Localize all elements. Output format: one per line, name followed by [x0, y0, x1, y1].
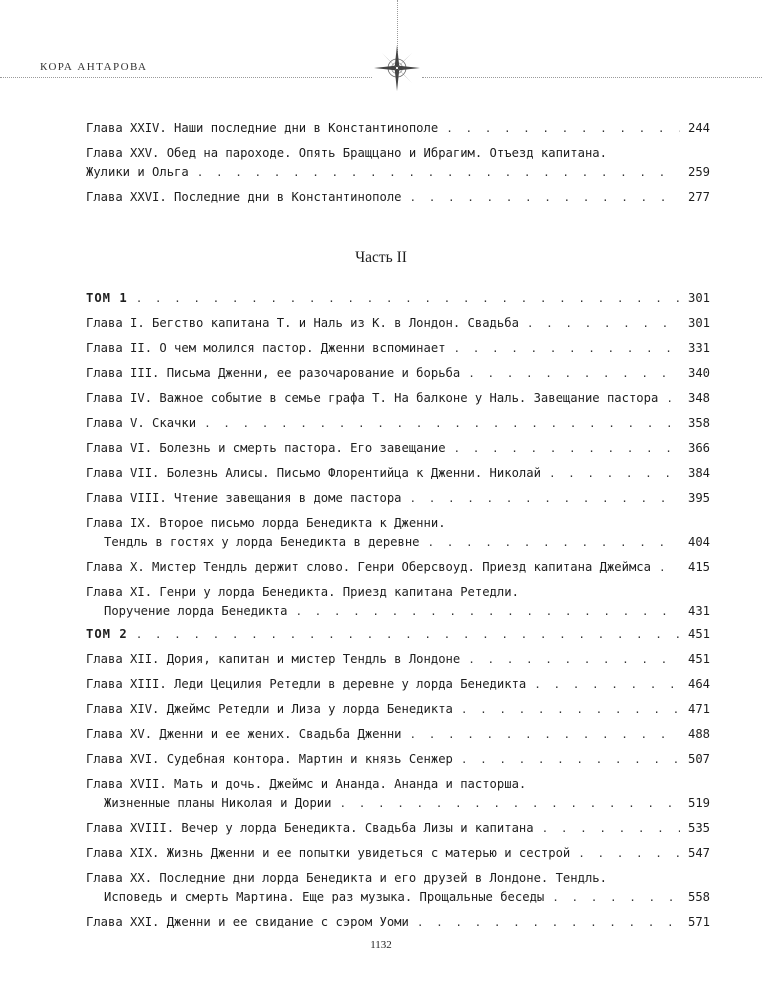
- toc-entry-title: Глава I. Бегство капитана Т. и Наль из К. в Лондон. Свадьба: [86, 316, 519, 330]
- leader-dots: [136, 289, 680, 308]
- toc-entry-page: 415: [687, 560, 710, 574]
- leader-dots: [461, 700, 680, 719]
- header-author: КОРА АНТАРОВА: [40, 61, 148, 73]
- toc-entry-title: Глава XXVI. Последние дни в Константинополе: [86, 190, 402, 204]
- toc-entry-title: Глава XV. Дженни и ее жених. Свадьба Дженни: [86, 727, 402, 741]
- leader-dots: [428, 533, 680, 552]
- toc-volume-2: [86, 625, 710, 932]
- toc-entry-title: Глава V. Скачки: [86, 416, 197, 430]
- toc-entry-page: 471: [687, 702, 710, 716]
- toc-entry[interactable]: [86, 913, 710, 932]
- header-rule-right: [422, 77, 762, 78]
- toc-entry-title: Глава XIX. Жизнь Дженни и ее попытки увидеться с матерью и сестрой: [86, 846, 571, 860]
- toc-entry-title: Поручение лорда Бенедикта: [104, 604, 288, 618]
- leader-dots: [454, 439, 680, 458]
- toc-entry[interactable]: [86, 558, 710, 577]
- toc-entry-title-line1: Глава IX. Второе письмо лорда Бенедикта к Дженни.: [86, 516, 446, 530]
- toc-entry-page: 277: [687, 190, 710, 204]
- toc-entry[interactable]: [86, 514, 710, 552]
- toc-entry-title-line1: Глава XVII. Мать и дочь. Джеймс и Ананда. Ананда и пасторша.: [86, 777, 527, 791]
- toc-entry-page: 404: [687, 535, 710, 549]
- toc-entry-title: Глава IV. Важное событие в семье графа Т. На балконе у Наль. Завещание пастора: [86, 391, 659, 405]
- toc-entry[interactable]: [86, 339, 710, 358]
- toc-entry[interactable]: [86, 583, 710, 621]
- toc-entry-page: 535: [687, 821, 710, 835]
- toc-entry[interactable]: [86, 314, 710, 333]
- leader-dots: [552, 888, 680, 907]
- toc-entry-page: 331: [687, 341, 710, 355]
- toc-entry[interactable]: [86, 489, 710, 508]
- toc-entry-title: Глава VII. Болезнь Алисы. Письмо Флорентийца к Дженни. Николай: [86, 466, 541, 480]
- toc-entry[interactable]: [86, 188, 710, 207]
- toc-entry-title: Глава XXIV. Наши последние дни в Константинополе: [86, 121, 439, 135]
- toc-entry-title: Глава II. О чем молился пастор. Дженни вспоминает: [86, 341, 446, 355]
- toc-entry-title: Исповедь и смерть Мартина. Еще раз музыка. Прощальные беседы: [104, 890, 545, 904]
- leader-dots: [454, 339, 680, 358]
- toc-entry-page: 395: [687, 491, 710, 505]
- leader-dots: [527, 314, 680, 333]
- toc-entry-title: Тендль в гостях у лорда Бенедикта в деревне: [104, 535, 420, 549]
- toc-entry-title: Глава XVIII. Вечер у лорда Бенедикта. Свадьба Лизы и капитана: [86, 821, 534, 835]
- leader-dots: [410, 188, 680, 207]
- toc-entry-page: 464: [687, 677, 710, 691]
- volume-page: 451: [687, 627, 710, 641]
- leader-dots: [417, 913, 680, 932]
- toc-volume-heading[interactable]: [86, 289, 710, 308]
- part-title: Часть II: [355, 249, 407, 266]
- toc-entry-title: Глава VIII. Чтение завещания в доме пастора: [86, 491, 402, 505]
- running-header: [0, 0, 762, 100]
- toc-entry[interactable]: [86, 844, 710, 863]
- toc-entry[interactable]: [86, 119, 710, 138]
- toc-entry[interactable]: [86, 750, 710, 769]
- volume-page: 301: [687, 291, 710, 305]
- toc-entry-page: 507: [687, 752, 710, 766]
- leader-dots: [204, 414, 680, 433]
- compass-rose-icon: [373, 44, 421, 92]
- toc-entry-title: Глава XIV. Джеймс Ретедли и Лиза у лорда Бенедикта: [86, 702, 453, 716]
- leader-dots: [534, 675, 680, 694]
- leader-dots: [659, 558, 680, 577]
- toc-entry-page: 384: [687, 466, 710, 480]
- leader-dots: [578, 844, 680, 863]
- leader-dots: [542, 819, 680, 838]
- toc-entry-page: 259: [687, 165, 710, 179]
- toc-entry[interactable]: [86, 869, 710, 907]
- toc-entry-page: 358: [687, 416, 710, 430]
- toc-entry-page: 431: [687, 604, 710, 618]
- toc-entry[interactable]: [86, 389, 710, 408]
- toc-entry-page: 348: [687, 391, 710, 405]
- toc-entry-title: Глава VI. Болезнь и смерть пастора. Его завещание: [86, 441, 446, 455]
- toc-entry[interactable]: [86, 700, 710, 719]
- toc-entry[interactable]: [86, 650, 710, 669]
- toc-entry-title: Глава III. Письма Дженни, ее разочарование и борьба: [86, 366, 461, 380]
- leader-dots: [468, 364, 680, 383]
- leader-dots: [136, 625, 680, 644]
- toc-volume-heading[interactable]: [86, 625, 710, 644]
- toc-entry-title: Жизненные планы Николая и Дории: [104, 796, 332, 810]
- toc-entry-page: 301: [687, 316, 710, 330]
- toc-entry-page: 571: [687, 915, 710, 929]
- toc-entry-title: Глава XIII. Леди Цецилия Ретедли в деревне у лорда Бенедикта: [86, 677, 527, 691]
- toc-entry-page: 488: [687, 727, 710, 741]
- toc-entry[interactable]: [86, 775, 710, 813]
- toc-entry-page: 558: [687, 890, 710, 904]
- volume-label: ТОМ 1: [86, 291, 128, 305]
- toc-entry-page: 547: [687, 846, 710, 860]
- toc-volume-1: [86, 289, 710, 621]
- toc-entry[interactable]: [86, 819, 710, 838]
- toc-entry-title: Глава XII. Дория, капитан и мистер Тендль в Лондоне: [86, 652, 461, 666]
- toc-entry-page: 451: [687, 652, 710, 666]
- toc-entry-page: 519: [687, 796, 710, 810]
- leader-dots: [410, 489, 680, 508]
- header-rule-left: [0, 77, 372, 78]
- toc-entry-title-line1: Глава XI. Генри у лорда Бенедикта. Приезд капитана Ретедли.: [86, 585, 519, 599]
- leader-dots: [339, 794, 680, 813]
- toc-entry[interactable]: [86, 364, 710, 383]
- toc-entry-title: Глава XVI. Судебная контора. Мартин и князь Сенжер: [86, 752, 453, 766]
- toc-entry[interactable]: [86, 725, 710, 744]
- leader-dots: [295, 602, 680, 621]
- toc-entry-title-line1: Глава XXV. Обед на пароходе. Опять Бращцано и Ибрагим. Отъезд капитана.: [86, 146, 607, 160]
- leader-dots: [468, 650, 680, 669]
- toc-entry[interactable]: [86, 144, 710, 182]
- toc-entry-title-line1: Глава XX. Последние дни лорда Бенедикта и его друзей в Лондоне. Тендль.: [86, 871, 607, 885]
- toc-entry-title: Глава XXI. Дженни и ее свидание с сэром Уоми: [86, 915, 409, 929]
- toc-entry[interactable]: [86, 675, 710, 694]
- leader-dots: [549, 464, 680, 483]
- leader-dots: [410, 725, 680, 744]
- volume-label: ТОМ 2: [86, 627, 128, 641]
- toc-entry-page: 366: [687, 441, 710, 455]
- toc-entry-title: Жулики и Ольга: [86, 165, 189, 179]
- page-number: 1132: [370, 939, 392, 951]
- toc-entry[interactable]: [86, 464, 710, 483]
- toc-entry-title: Глава X. Мистер Тендль держит слово. Генри Оберсвоуд. Приезд капитана Джеймса: [86, 560, 651, 574]
- toc-entry[interactable]: [86, 414, 710, 433]
- toc-entry-page: 340: [687, 366, 710, 380]
- leader-dots: [197, 163, 680, 182]
- leader-dots: [461, 750, 680, 769]
- toc-entry-page: 244: [687, 121, 710, 135]
- leader-dots: [666, 389, 680, 408]
- toc-entry[interactable]: [86, 439, 710, 458]
- leader-dots: [446, 119, 680, 138]
- toc-top-section: [86, 119, 710, 207]
